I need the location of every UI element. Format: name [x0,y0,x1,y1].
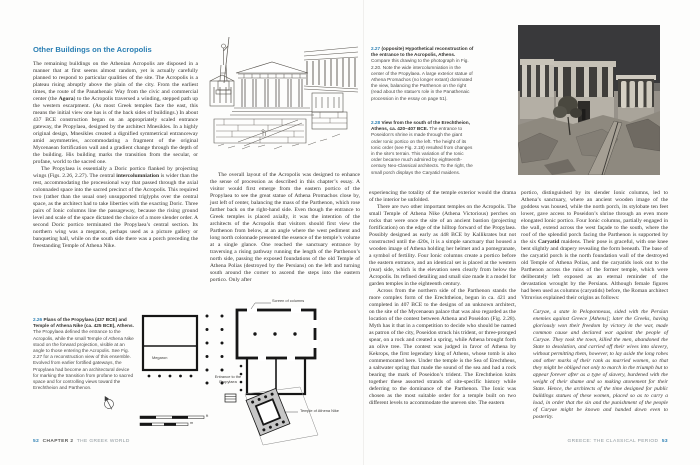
section-title: GREECE: THE CLASSICAL PERIOD [567,439,659,444]
caption-2-28 [371,120,474,176]
right-col2 [521,190,668,421]
paragraph: experiencing the totality of the temple exterior would the drama of the interior be unfolded. [369,190,516,203]
paragraph: portico, distinguished by its slender Ionic columns, led to Athena’s sanctuary, where an ancient wooden image of the goddess was housed, while the north porch, its stylobate ten feet lower, gave access to Poseidon’s shrine through an even more elongated Ionic portico. Four Ionic columns, partially engaged in the wall, extend across the west façade to the south, where the roof of the splendid porch facing the Parthenon is supported by the six Caryatid maidens. Their pose is graceful, with one knee bent slightly and drapery revealing the form beneath. The base of the caryatid porch is the north foundation wall of the destroyed old Temple of Athena Polias, and the caryatids look out to the Parthenon across the ruins of the former temple, which were deliberately left exposed as an eternal reminder of the devastation wrought by the Persians. Although female figures had been used as columns (caryatids) before, the Roman architect Vitruvius explained their origins as follows: [521,190,668,301]
caption-number: 2.27 [371,46,381,51]
page-number: 53 [661,439,668,444]
caption-title: Plans of the Propylaea (437 BCE) and Temple of Athena Nike (ca. 425 BCE), Athens. [33,317,134,329]
left-col1 [33,61,198,250]
propylaea-reconstruction-drawing [208,33,360,153]
caption-body: The entrance to Poseidon’s shrine is made through the giant order Ionic portico on the left. The height of its Ionic order (see Fig. 2.18) resulted from changes in the site’s terrain. This variation of the Ionic order became much admired by eighteenth-century Neo-Classical architects. To the right, the small porch displays the Caryatid maidens. [371,126,473,175]
caption-number: 2.28 [371,120,381,125]
paragraph: The overall layout of the Acropolis was designed to enhance the sense of procession as described in this chapter’s essay. A visitor would first emerge from the eastern portico of the Propylaea to see the great statue of Athena Promachos close by, just left of center, balancing the mass of the Parthenon, which rose farther back on the right-hand side. Even though the entrance to Greek temples is placed axially, it was the intention of the architects of the Acropolis that visitors should first view the Parthenon from below, at an angle where the west pediment and long north colonnade presented the essence of the temple’s volume at a single glance. One reached the sanctuary entrance by traversing a rising pathway running the length of the Parthenon’s north side, passing the exposed foundations of the old Temple of Athena Polias (destroyed by the Persians) on the left and turning south around the corner to ascend the steps into the eastern portico. Only after [210,172,360,283]
chapter-title: THE GREEK WORLD [76,439,130,444]
section-heading: Other Buildings on the Acropolis [33,45,152,54]
page-number: 52 [33,439,40,444]
paragraph: The Propylaea is essentially a Doric portico flanked by projecting wings (Figs. 2.26, 2.27). The central intercolumniation is wider than the rest, accommodating the processional way that passed through the axial colonnaded space into the sacred precinct of the Acropolis. This required two (rather than the usual one) unsupported triglyphs over the central space, as the architect had to take liberties with the exacting Doric. Three pairs of Ionic columns line the passageway, because the rising ground level and scale of the space dictated the choice of a more slender order. A second Doric portico terminated the Propylaea’s central section. Its northern wing was a megaron, perhaps used as a picture gallery or banqueting hall, while on the south side there was a porch preceding the freestanding Temple of Athena Nike. [33,166,198,249]
caption-number: 2.26 [33,317,43,322]
erechtheion-photo [518,25,660,175]
right-page-footer [567,439,668,444]
right-col1 [369,190,516,407]
plan-scale-ft-label: ft [206,413,209,418]
left-col2 [210,172,360,284]
caption-title: View from the south of the Erechtheion, Athens, ca. 420–407 BCE. [371,120,470,132]
caption-2-27 [371,46,474,102]
caption-body: Compare this drawing to the photograph in Fig. 2.20. Note the wide intercolumniation in the center of the Propylaea. A large exterior statue of Athena Promachos (no longer extant) dominated the view, balancing the Parthenon on the right (read about the statue’s role in the Panathenaic procession in the essay on page 51). [371,58,473,101]
paragraph: The remaining buildings on the Athenian Acropolis are disposed in a manner that at first seems almost random, yet is actually carefully planned to respond to particular qualities of the site. The Acropolis is a plateau rising abruptly above the plain of the city. From the earliest times, the route of the Panathenaic Way from the civic and commercial center (the Agora) to the Acropolis traversed a winding, stepped path up the western escarpment. (As most Greek temples face the east, this means the initial view one has is of the back sides of buildings.) In about 437 BCE construction began on an appropriately scaled entrance gateway, the Propylaea, designed by the architect Mnesikles. In a highly original design, Mnesikles created a dignified symmetrical entranceway amid asymmetries, accommodating a fragment of the original Mycenaean fortification wall and a gradient change through the depth of the building. His building marks the transition from the secular, or profane, world to the sacred one. [33,61,199,165]
plan-label-screen-of-columns: Screen of columns [272,298,305,303]
caption-title: (opposite) Hypothetical reconstruction of the entrance to the Acropolis, Athens. [371,46,474,58]
vitruvius-quote: Caryae, a state in Peloponnesus, sided with the Persian enemies against Greece [Athens]; later the Greeks, having gloriously won their freedom by victory in the war, made common cause and declared war against the people of Caryae. They took the town, killed the men, abandoned the State to desolation, and carried off their wives into slavery, without permitting them, however, to lay aside the long robes and other marks of their rank as married women, so that they might be obliged not only to march in the triumph but to appear forever after as a type of slavery, burdened with the weight of their shame and so making atonement for their State. Hence, the architects of the time designed for public buildings statues of these women, placed so as to carry a load, in order that the sin and the punishment of the people of Caryae might be known and handed down even to posterity. [533,309,668,420]
left-page-footer [33,439,130,444]
right-page [364,0,700,465]
paragraph: There are two other important temples on the Acropolis. The small Temple of Athena Nike (Athena Victorious) perches on rocks that were once the site of an ancient bastion (projecting fortification) on the edge of the hilltop forward of the Propylaea. Possibly designed as early as 448 BCE by Kallikrates but not constructed until the 420s, it is a simple sanctuary that housed a wooden image of Athena holding her helmet and a pomegranate, a symbol of fertility. Four Ionic columns create a portico before the eastern entrance, and an identical set is placed at the western (rear) side, which is the elevation seen clearly from below the Acropolis. Its refined detailing and small size made it a model for garden temples in the eighteenth century. [369,204,516,287]
caption-body: The Propylaea defined the entrance to the Acropolis, while the small Temple of Athena Nike stood on the forward projection, visible at an angle to those entering the Acropolis. See Fig. 2.27 for a reconstruction view of this ensemble. Evolved from earlier fortified gateways, the Propylaea had become an architectural device for marking the transition from profane to sacred space and for controlling views toward the Erechtheion and Parthenon. [33,329,134,391]
plan-label-nike-temple: Temple of Athena Nike [300,408,339,413]
paragraph: Across from the northern side of the Parthenon stands the more complex form of the Erechtheion, begun in ca. 421 and completed in 407 BCE to the designs of an unknown architect, on the site of the Mycenaean palace that was also regarded as the location of the contest between Athena and Poseidon (Fig. 2.28). Myth has it that in a competition to decide who should be named as patron of the city, Poseidon struck his trident, or three-pronged spear, on a rock and created a spring, while Athena brought forth an olive tree. The contest was judged in favor of Athena by Kekrops, the first legendary king of Athens, whose tomb is also commemorated here. Under the temple is the Sea of Erechtheus, a saltwater spring that made the sound of the sea and had a rock bearing the mark of Poseidon’s trident. The Erechtheion knits together these assorted strands of site-specific history while deferring to the dominance of the Parthenon. The Ionic was chosen as the most suitable order for a temple built on two different levels to accommodate the uneven site. The eastern [369,288,516,406]
plan-label-megaron: Megaron [152,355,168,360]
chapter-label: CHAPTER 2 [42,439,74,444]
plan-scale-m-label: m [190,420,194,425]
plan-label-entrance: Entrance to the Propylaea [214,374,242,384]
